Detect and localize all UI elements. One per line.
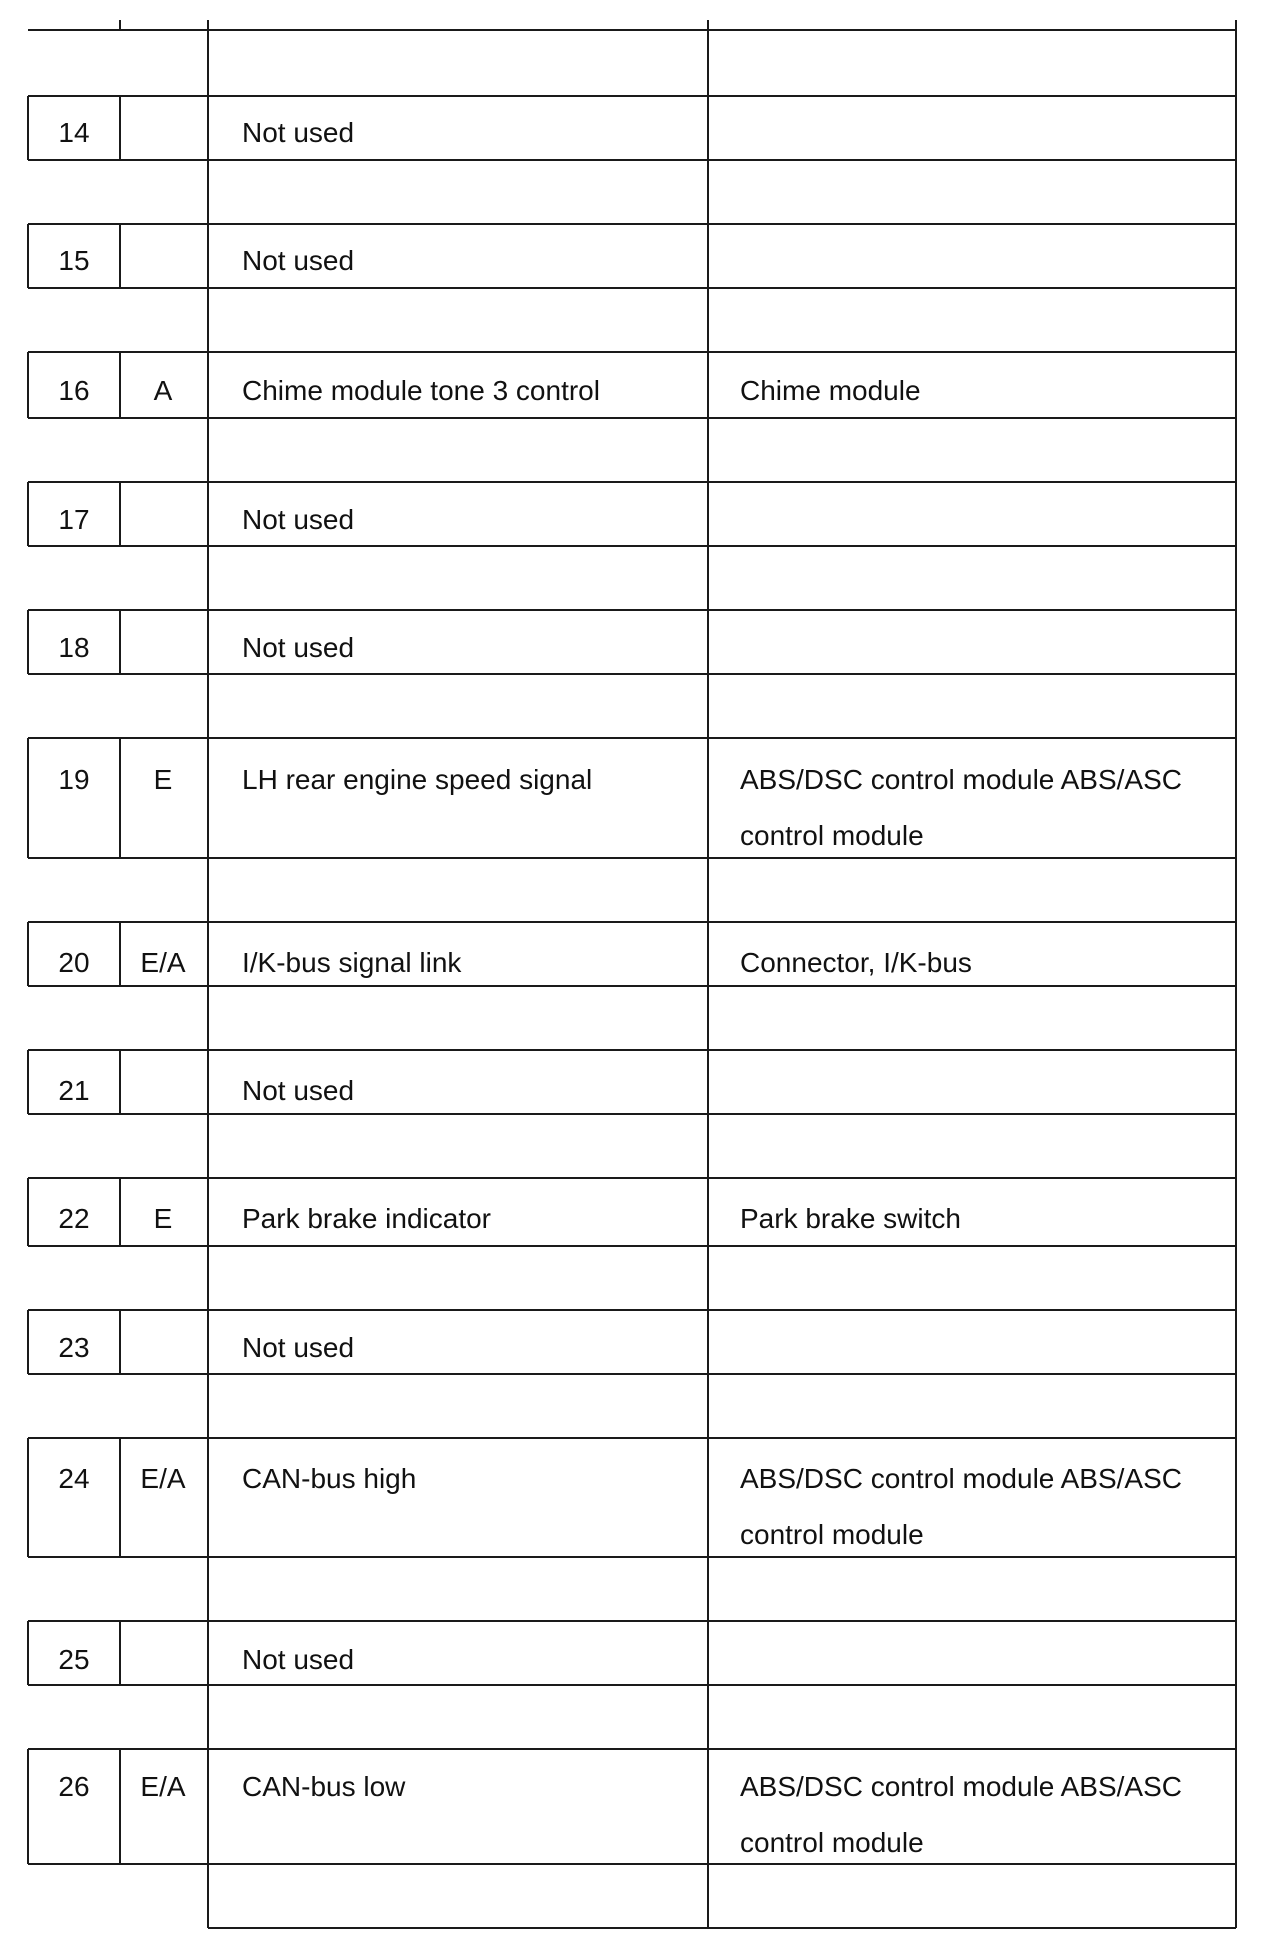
pin-number: 24	[58, 1463, 90, 1494]
pin-number: 16	[58, 375, 90, 406]
pin-description: Not used	[242, 632, 355, 663]
connected-component: ABS/DSC control module ABS/ASC control module	[740, 764, 1182, 851]
pin-number: 17	[58, 504, 90, 535]
pin-number: 21	[58, 1075, 90, 1106]
pin-number: 25	[58, 1644, 90, 1675]
pin-description: CAN-bus high	[242, 1463, 417, 1494]
pin-number: 18	[58, 632, 90, 663]
pin-description: Not used	[242, 117, 355, 148]
signal-type: E/A	[140, 1463, 186, 1494]
connected-component: ABS/DSC control module ABS/ASC control module	[740, 1771, 1182, 1858]
pin-number: 20	[58, 947, 90, 978]
connected-component: ABS/DSC control module ABS/ASC control module	[740, 1463, 1182, 1550]
pin-description: Park brake indicator	[242, 1203, 492, 1234]
pin-number: 14	[58, 117, 90, 148]
pin-description: Not used	[242, 1644, 355, 1675]
pin-description: Chime module tone 3 control	[242, 375, 600, 406]
pin-number: 19	[58, 764, 90, 795]
connected-component: Connector, I/K-bus	[740, 947, 972, 978]
signal-type: A	[153, 375, 173, 406]
pin-number: 22	[58, 1203, 90, 1234]
pin-description: CAN-bus low	[242, 1771, 406, 1802]
pin-description: Not used	[242, 1332, 355, 1363]
connected-component: Chime module	[740, 375, 921, 406]
signal-type: E/A	[140, 1771, 186, 1802]
connected-component: Park brake switch	[740, 1203, 961, 1234]
signal-type: E	[153, 1203, 173, 1234]
pin-description: LH rear engine speed signal	[242, 764, 593, 795]
pin-description: Not used	[242, 504, 355, 535]
signal-type: E/A	[140, 947, 186, 978]
pin-number: 26	[58, 1771, 90, 1802]
pin-number: 15	[58, 245, 90, 276]
pin-description: Not used	[242, 1075, 355, 1106]
signal-type: E	[153, 764, 173, 795]
pin-number: 23	[58, 1332, 90, 1363]
pin-description: I/K-bus signal link	[242, 947, 462, 978]
pin-description: Not used	[242, 245, 355, 276]
